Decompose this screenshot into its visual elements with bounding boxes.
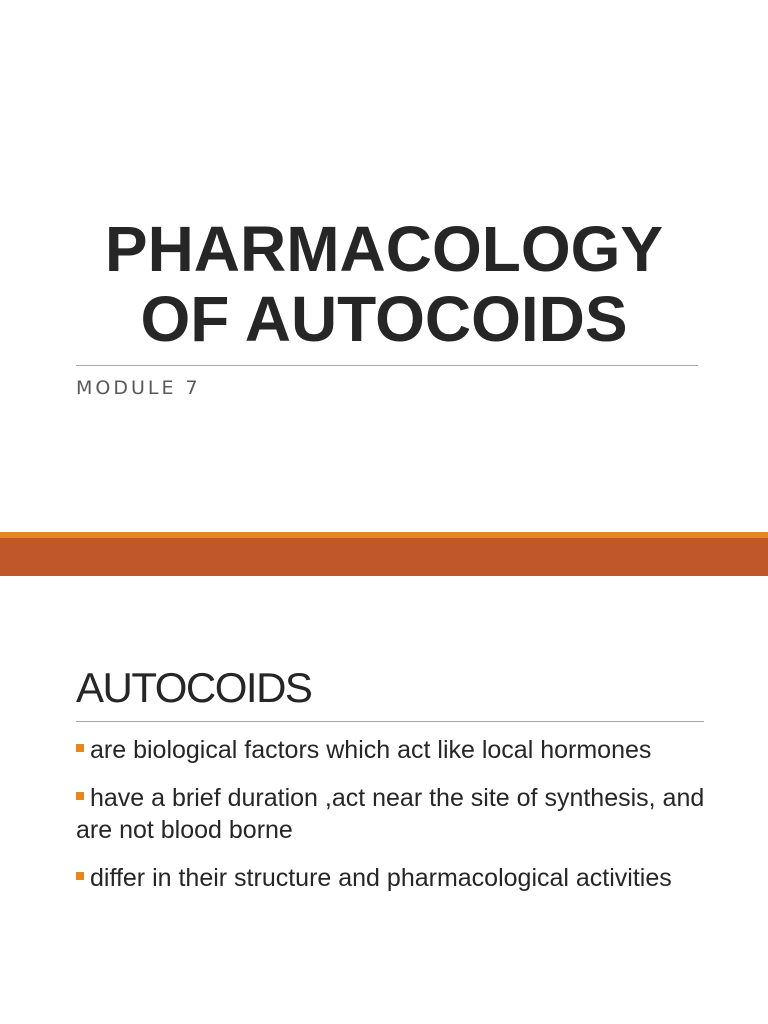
heading-divider — [76, 721, 704, 722]
slide-separator-band — [0, 538, 768, 576]
slide-title — [0, 214, 768, 354]
bullet-text: have a brief duration ,act near the site of synthesis, and are not blood borne — [76, 784, 705, 844]
bullet-text: are biological factors which act like local hormones — [90, 736, 652, 764]
content-heading: AUTOCOIDS — [76, 664, 312, 711]
bullet-list — [76, 734, 716, 910]
title-divider — [76, 365, 698, 366]
slide-title-line-2: OF AUTOCOIDS — [140, 283, 628, 355]
bullet-item — [76, 862, 716, 894]
bullet-square-icon — [76, 744, 84, 752]
slide-subtitle: MODULE 7 — [76, 377, 201, 399]
bullet-square-icon — [76, 872, 84, 880]
bullet-item — [76, 734, 716, 766]
bullet-text: differ in their structure and pharmacological activities — [90, 864, 672, 892]
content-slide — [0, 576, 768, 1024]
slide-title-line-1: PHARMACOLOGY — [104, 213, 664, 285]
bullet-item — [76, 782, 716, 846]
bullet-square-icon — [76, 792, 84, 800]
